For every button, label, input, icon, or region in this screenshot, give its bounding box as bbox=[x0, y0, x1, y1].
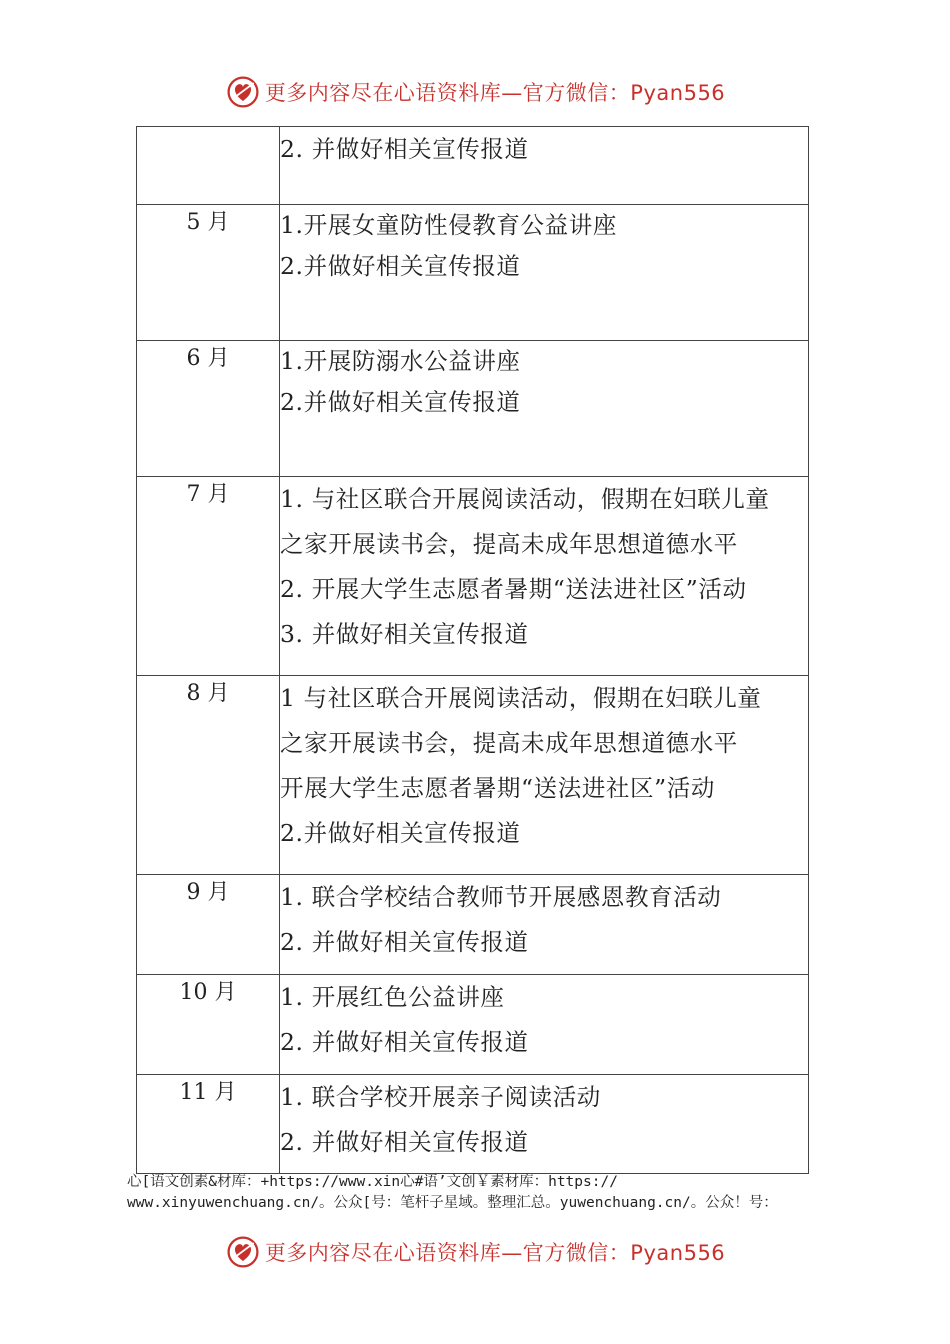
header-banner-text: 更多内容尽在心语资料库—官方微信：Pyan556 bbox=[264, 81, 726, 105]
activity-line: 1. 联合学校开展亲子阅读活动 bbox=[280, 1083, 601, 1111]
activity-line: 2.并做好相关宣传报道 bbox=[280, 388, 521, 416]
footer-note bbox=[127, 1172, 887, 1214]
activity-line: 1. 开展红色公益讲座 bbox=[280, 983, 505, 1011]
month-cell: 11 月 bbox=[137, 1075, 280, 1174]
activity-line: 之家开展读书会，提高未成年思想道德水平 bbox=[280, 530, 738, 558]
activity-line: 1 与社区联合开展阅读活动，假期在妇联儿童 bbox=[280, 684, 762, 712]
table-row bbox=[137, 1075, 809, 1174]
month-cell: 7 月 bbox=[137, 477, 280, 676]
activity-line: 开展大学生志愿者暑期“送法进社区”活动 bbox=[280, 774, 715, 802]
month-cell bbox=[137, 127, 280, 205]
activity-cell bbox=[280, 205, 809, 341]
table-row bbox=[137, 676, 809, 875]
activity-line: 2. 并做好相关宣传报道 bbox=[280, 1028, 529, 1056]
activity-cell bbox=[280, 477, 809, 676]
table-row bbox=[137, 341, 809, 477]
activity-line: 1. 联合学校结合教师节开展感恩教育活动 bbox=[280, 883, 722, 911]
activity-line: 1.开展女童防性侵教育公益讲座 bbox=[280, 211, 617, 239]
activity-line: 2. 并做好相关宣传报道 bbox=[280, 135, 529, 163]
footer-banner-text: 更多内容尽在心语资料库—官方微信：Pyan556 bbox=[264, 1241, 726, 1265]
table-row bbox=[137, 477, 809, 676]
activity-cell bbox=[280, 341, 809, 477]
activity-cell bbox=[280, 127, 809, 205]
activity-cell bbox=[280, 875, 809, 975]
activity-line: 1.开展防溺水公益讲座 bbox=[280, 347, 521, 375]
activity-line: 1. 与社区联合开展阅读活动，假期在妇联儿童 bbox=[280, 485, 770, 513]
activity-line: 之家开展读书会，提高未成年思想道德水平 bbox=[280, 729, 738, 757]
activity-cell bbox=[280, 1075, 809, 1174]
activity-plan-table bbox=[136, 126, 809, 1174]
footer-banner bbox=[0, 1232, 950, 1272]
heart-logo-icon bbox=[225, 1234, 261, 1270]
footer-note-line: www.xinyuwenchuang.cn/。公众[号：笔杆子星域。整理汇总。yuwenchuang.cn/。公众！号： bbox=[127, 1195, 778, 1211]
month-cell: 10 月 bbox=[137, 975, 280, 1075]
table-row bbox=[137, 875, 809, 975]
month-cell: 5 月 bbox=[137, 205, 280, 341]
activity-cell bbox=[280, 975, 809, 1075]
activity-line: 2. 并做好相关宣传报道 bbox=[280, 928, 529, 956]
month-cell: 8 月 bbox=[137, 676, 280, 875]
activity-cell bbox=[280, 676, 809, 875]
activity-line: 2.并做好相关宣传报道 bbox=[280, 819, 521, 847]
table-row bbox=[137, 205, 809, 341]
heart-logo-icon bbox=[225, 74, 261, 110]
footer-note-line: 心[语文创素&材库：+https://www.xin心#语’文创￥素材库：https:// bbox=[127, 1174, 618, 1190]
month-cell: 9 月 bbox=[137, 875, 280, 975]
month-cell: 6 月 bbox=[137, 341, 280, 477]
activity-line: 2. 并做好相关宣传报道 bbox=[280, 1128, 529, 1156]
activity-line: 2.并做好相关宣传报道 bbox=[280, 252, 521, 280]
header-banner bbox=[0, 72, 950, 112]
table-row bbox=[137, 975, 809, 1075]
activity-line: 3. 并做好相关宣传报道 bbox=[280, 620, 529, 648]
activity-line: 2. 开展大学生志愿者暑期“送法进社区”活动 bbox=[280, 575, 747, 603]
table-row bbox=[137, 127, 809, 205]
